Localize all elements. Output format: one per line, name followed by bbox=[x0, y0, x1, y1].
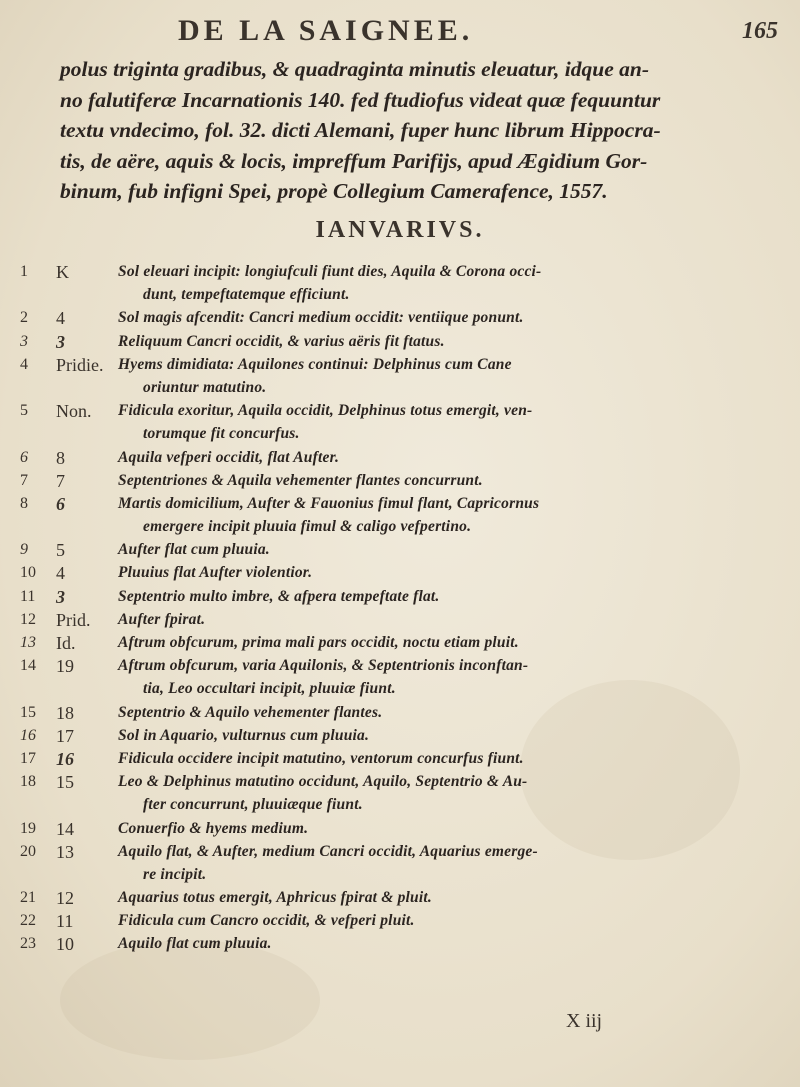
calendar-entry bbox=[0, 563, 800, 586]
page-number: 165 bbox=[742, 18, 778, 44]
entry-text: Fidicula occidere incipit matutino, ventorum concurfus fiunt. bbox=[118, 749, 524, 767]
roman-date-mark: 13 bbox=[56, 841, 74, 862]
calendar-entry bbox=[0, 749, 800, 772]
entry-text: torumque fit concurfus. bbox=[143, 425, 300, 443]
roman-date-mark: 3 bbox=[56, 586, 65, 607]
entry-text: Martis domicilium, Aufter & Fauonius fimul flant, Capricornus bbox=[118, 494, 540, 512]
entry-text: Sol eleuari incipit: longiufculi fiunt dies, Aquila & Corona occi- bbox=[118, 263, 542, 280]
day-number: 20 bbox=[20, 842, 36, 860]
entry-text: Septentriones & Aquila vehementer flantes concurrunt. bbox=[118, 471, 483, 489]
day-number: 7 bbox=[20, 471, 28, 489]
intro-line: polus triginta gradibus, & quadraginta minutis eleuatur, idque an- bbox=[60, 57, 650, 81]
entry-line bbox=[0, 355, 800, 378]
entry-line bbox=[0, 378, 800, 401]
entry-line bbox=[0, 703, 800, 726]
entry-line bbox=[0, 749, 800, 772]
day-number: 12 bbox=[20, 610, 36, 628]
calendar-entry bbox=[0, 262, 800, 308]
page-header bbox=[178, 14, 778, 54]
calendar-entry bbox=[0, 610, 800, 633]
entry-line bbox=[0, 633, 800, 656]
roman-date-mark: 10 bbox=[56, 934, 74, 955]
entry-line bbox=[0, 587, 800, 610]
calendar-entry bbox=[0, 888, 800, 911]
calendar-entry bbox=[0, 355, 800, 401]
entry-line bbox=[0, 865, 800, 888]
roman-date-mark: 6 bbox=[56, 493, 65, 514]
calendar-entry bbox=[0, 401, 800, 447]
calendar-entry bbox=[0, 633, 800, 656]
entry-text: dunt, tempeftatemque efficiunt. bbox=[143, 286, 350, 304]
roman-date-mark: 18 bbox=[56, 702, 74, 723]
calendar-entry bbox=[0, 587, 800, 610]
entry-line bbox=[0, 517, 800, 540]
day-number: 15 bbox=[20, 703, 36, 721]
entry-text: Fidicula cum Cancro occidit, & vefperi pluit. bbox=[118, 912, 415, 930]
roman-date-mark: 19 bbox=[56, 656, 74, 677]
calendar-entry bbox=[0, 842, 800, 888]
day-number: 23 bbox=[20, 935, 36, 953]
day-number: 21 bbox=[20, 889, 36, 907]
entry-line bbox=[0, 888, 800, 911]
roman-date-mark: 16 bbox=[56, 748, 74, 769]
calendar-entry bbox=[0, 703, 800, 726]
calendar-entries bbox=[0, 262, 800, 958]
calendar-entry bbox=[0, 448, 800, 471]
intro-line: textu vndecimo, fol. 32. dicti Alemani, fuper hunc librum Hippocra- bbox=[60, 118, 661, 142]
calendar-entry bbox=[0, 819, 800, 842]
day-number: 9 bbox=[20, 541, 28, 559]
entry-line bbox=[0, 656, 800, 679]
roman-date-mark: 14 bbox=[56, 818, 74, 839]
calendar-entry bbox=[0, 471, 800, 494]
entry-text: Septentrio multo imbre, & afpera tempeftate flat. bbox=[118, 587, 440, 605]
entry-line bbox=[0, 563, 800, 586]
day-number: 13 bbox=[20, 634, 36, 651]
entry-line bbox=[0, 772, 800, 795]
intro-paragraph bbox=[60, 54, 775, 207]
entry-text: Aftrum obfcurum, varia Aquilonis, & Septentrionis inconftan- bbox=[118, 657, 529, 675]
entry-text: emergere incipit pluuia fimul & caligo vefpertino. bbox=[143, 518, 472, 536]
entry-line bbox=[0, 911, 800, 934]
entry-line bbox=[0, 332, 800, 355]
calendar-entry bbox=[0, 656, 800, 702]
day-number: 22 bbox=[20, 912, 36, 930]
calendar-entry bbox=[0, 332, 800, 355]
entry-text: Aftrum obfcurum, prima mali pars occidit, noctu etiam pluit. bbox=[118, 634, 519, 651]
entry-text: Aquila vefperi occidit, flat Aufter. bbox=[118, 448, 340, 466]
calendar-entry bbox=[0, 540, 800, 563]
intro-line: binum, fub infigni Spei, propè Collegium Camerafence, 1557. bbox=[60, 179, 608, 203]
roman-date-mark: 8 bbox=[56, 447, 65, 468]
roman-date-mark: 3 bbox=[56, 331, 65, 352]
entry-text: re incipit. bbox=[143, 865, 207, 883]
roman-date-mark: 7 bbox=[56, 470, 65, 491]
entry-text: Aufter flat cum pluuia. bbox=[118, 541, 270, 559]
roman-date-mark: 15 bbox=[56, 772, 74, 793]
entry-line bbox=[0, 540, 800, 563]
entry-line bbox=[0, 401, 800, 424]
day-number: 4 bbox=[20, 355, 28, 373]
roman-date-mark: 4 bbox=[56, 563, 65, 584]
month-heading: IANVARIVS. bbox=[315, 217, 485, 243]
entry-text: Conuerfio & hyems medium. bbox=[118, 819, 309, 837]
entry-line bbox=[0, 494, 800, 517]
entry-text: Hyems dimidiata: Aquilones continui: Delphinus cum Cane bbox=[118, 355, 512, 373]
entry-text: Fidicula exoritur, Aquila occidit, Delphinus totus emergit, ven- bbox=[118, 402, 533, 420]
entry-text: Aquarius totus emergit, Aphricus fpirat & pluit. bbox=[118, 889, 432, 907]
calendar-entry bbox=[0, 934, 800, 957]
entry-line bbox=[0, 471, 800, 494]
entry-text: Septentrio & Aquilo vehementer flantes. bbox=[118, 703, 383, 721]
day-number: 8 bbox=[20, 494, 28, 512]
entry-text: Reliquum Cancri occidit, & varius aëris fit ftatus. bbox=[118, 332, 445, 350]
day-number: 14 bbox=[20, 657, 36, 675]
calendar-entry bbox=[0, 772, 800, 818]
entry-line bbox=[0, 424, 800, 447]
roman-date-mark: 11 bbox=[56, 911, 74, 932]
entry-line bbox=[0, 726, 800, 749]
entry-text: tia, Leo occultari incipit, pluuiæ fiunt. bbox=[143, 680, 396, 698]
entry-text: Leo & Delphinus matutino occidunt, Aquilo, Septentrio & Au- bbox=[118, 773, 528, 791]
paper-stain bbox=[60, 940, 320, 1060]
roman-date-mark: 17 bbox=[56, 725, 74, 746]
entry-line bbox=[0, 448, 800, 471]
day-number: 11 bbox=[20, 587, 36, 605]
day-number: 2 bbox=[20, 309, 28, 327]
entry-line bbox=[0, 610, 800, 633]
entry-text: Aquilo flat, & Aufter, medium Cancri occidit, Aquarius emerge- bbox=[118, 842, 538, 860]
roman-date-mark: Id. bbox=[56, 633, 76, 653]
day-number: 10 bbox=[20, 564, 36, 582]
roman-date-mark: Pridie. bbox=[56, 354, 104, 375]
entry-line bbox=[0, 842, 800, 865]
calendar-entry bbox=[0, 726, 800, 749]
entry-text: Aquilo flat cum pluuia. bbox=[118, 935, 272, 953]
day-number: 3 bbox=[20, 332, 28, 350]
running-head: DE LA SAIGNEE. bbox=[178, 14, 474, 47]
roman-date-mark: Prid. bbox=[56, 609, 91, 630]
roman-date-mark: 5 bbox=[56, 540, 65, 561]
entry-text: Sol magis afcendit: Cancri medium occidit: ventiique ponunt. bbox=[118, 309, 524, 327]
entry-line bbox=[0, 934, 800, 957]
entry-text: Sol in Aquario, vulturnus cum pluuia. bbox=[118, 726, 370, 744]
intro-line: no falutiferæ Incarnationis 140. fed ftudiofus videat quæ fequuntur bbox=[60, 87, 661, 112]
entry-line bbox=[0, 308, 800, 331]
entry-text: fter concurrunt, pluuiæque fiunt. bbox=[143, 796, 363, 814]
day-number: 5 bbox=[20, 402, 28, 420]
roman-date-mark: Non. bbox=[56, 401, 92, 422]
day-number: 6 bbox=[20, 448, 28, 466]
day-number: 19 bbox=[20, 819, 36, 837]
calendar-entry bbox=[0, 308, 800, 331]
entry-line bbox=[0, 285, 800, 308]
calendar-entry bbox=[0, 911, 800, 934]
entry-line bbox=[0, 679, 800, 702]
entry-text: Pluuius flat Aufter violentior. bbox=[118, 564, 313, 582]
calendar-entry bbox=[0, 494, 800, 540]
roman-date-mark: 4 bbox=[56, 308, 65, 329]
entry-line bbox=[0, 819, 800, 842]
day-number: 1 bbox=[20, 263, 28, 280]
entry-text: oriuntur matutino. bbox=[143, 378, 267, 396]
signature-mark: X iij bbox=[566, 1010, 603, 1032]
roman-date-mark: K bbox=[56, 262, 69, 282]
intro-line: tis, de aëre, aquis & locis, impreffum Parifijs, apud Ægidium Gor- bbox=[60, 148, 648, 173]
entry-line bbox=[0, 262, 800, 285]
entry-line bbox=[0, 795, 800, 818]
roman-date-mark: 12 bbox=[56, 888, 74, 909]
entry-text: Aufter fpirat. bbox=[118, 610, 206, 628]
day-number: 17 bbox=[20, 749, 36, 767]
day-number: 16 bbox=[20, 726, 36, 744]
day-number: 18 bbox=[20, 773, 36, 791]
